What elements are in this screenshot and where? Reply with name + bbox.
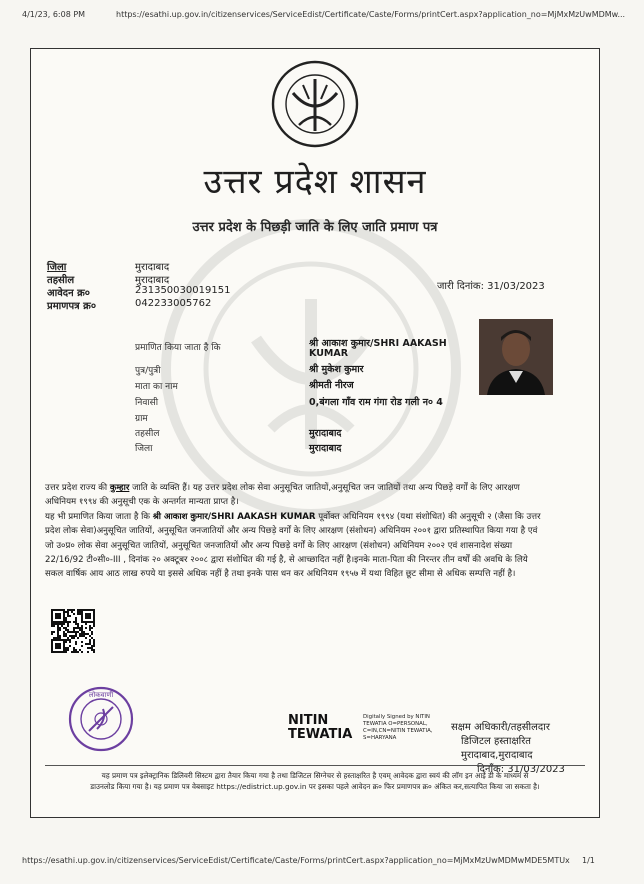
- signer-name-line2: TEWATIA: [288, 727, 353, 742]
- village-label: ग्राम: [135, 414, 148, 424]
- signer-name-line1: NITIN: [288, 713, 329, 728]
- seal-text: लोकवाणी: [88, 691, 114, 699]
- father-label: पुत्र/पुत्री: [135, 366, 161, 376]
- verification-note-line1: यह प्रमाण पत्र इलेक्ट्रानिक डिलिवरी सिस्टम द्वारा तैयार किया गया है तथा डिजिटल सिग्नेचर से हस्ताक्षरित है एवम् आवेदक द्वारा स्वयं की लॉग इन आई डी के माध्यम से: [101, 771, 529, 780]
- body-applicant-name: श्री आकाश कुमार/SHRI AAKASH KUMAR: [152, 511, 316, 522]
- person-district-value: मुरादाबाद: [309, 443, 342, 454]
- up-government-emblem-icon: [263, 59, 367, 149]
- mother-label: माता का नाम: [135, 382, 178, 392]
- district-value: मुरादाबाद: [135, 262, 170, 273]
- residence-value: 0,बंगला गाँव राम गंगा रोड गली न० 4: [309, 397, 443, 408]
- authority-location: मुरादाबाद,मुरादाबाद: [461, 750, 533, 761]
- lokvani-seal-icon: [67, 685, 135, 753]
- government-title: उत्तर प्रदेश शासन: [203, 162, 427, 202]
- digital-signature-note: Digitally Signed by NITIN TEWATIA O=PERSONAL, C=IN,CN=NITIN TEWATIA, S=HARYANA: [363, 714, 433, 741]
- issue-date: जारी दिनांक: 31/03/2023: [437, 281, 545, 292]
- qr-code-icon: [51, 609, 95, 653]
- certificate-title: उत्तर प्रदेश के पिछड़ी जाति के लिए जाति प्रमाण पत्र: [192, 220, 438, 235]
- certificate-number-value: 042233005762: [135, 298, 212, 309]
- body-p2-start: यह भी प्रमाणित किया जाता है कि: [45, 511, 153, 522]
- print-page-number: 1/1: [582, 856, 595, 865]
- print-datetime: 4/1/23, 6:08 PM: [22, 10, 86, 19]
- person-tehsil-value: मुरादाबाद: [309, 428, 342, 439]
- signer-name: [288, 714, 352, 742]
- verification-note-line2: डाउनलोड किया गया है। यह प्रमाण पत्र वेबसाइट https://edistrict.up.gov.in पर इसका पहले आवेदन क्र० फिर प्रमाणपत्र क्र० अंकित कर,सत्यापित किया जा सकता है।: [90, 782, 540, 791]
- person-tehsil-label: तहसील: [135, 429, 160, 439]
- applicant-photo: [479, 319, 553, 395]
- authority-digital-signed: डिजिटल हस्ताक्षरित: [461, 736, 531, 747]
- body-p1-end: जाति के व्यक्ति हैं। यह उत्तर प्रदेश लोक सेवा अनुसूचित जातियों,अनुसूचित जन जातियों तथा अन्य पिछड़े वर्गों के लिए आरक्षण अधिनियम १९९४ की अनुसूची एक के अन्तर्गत मान्यता प्राप्त है।: [45, 483, 520, 508]
- person-district-label: जिला: [135, 444, 153, 454]
- authority-title: सक्षम अधिकारी/तहसीलदार: [451, 722, 550, 733]
- certificate-number-label: प्रमाणपत्र क्र०: [47, 301, 97, 312]
- tehsil-label: तहसील: [47, 275, 75, 286]
- applicant-name-line1: श्री आकाश कुमार/SHRI AAKASH: [309, 338, 447, 349]
- print-url-bottom: https://esathi.up.gov.in/citizenservices/ServiceEdist/Certificate/Caste/Forms/printCert.aspx?application_no=MjMxMzUwMDMwMDE5MTUx: [22, 856, 570, 865]
- application-number-label: आवेदन क्र०: [47, 288, 91, 299]
- certificate-page: [30, 48, 600, 818]
- verification-note: [45, 765, 585, 792]
- tehsil-value: मुरादाबाद: [135, 275, 170, 286]
- district-label: जिला: [47, 262, 67, 273]
- father-value: श्री मुकेश कुमार: [309, 364, 364, 375]
- residence-label: निवासी: [135, 398, 159, 408]
- body-p2-end: पूर्वोक्त अधिनियम १९९४ (यथा संशोधित) की अनुसूची २ (जैसा कि उत्तर प्रदेश लोक सेवा)अनुसूचित जातियों, अनुसूचित जनजातियों और अन्य पिछड़े वर्गों के लिए आरक्षण (संशोधन) अधिनियम २००१ द्वारा प्रतिस्थापित किया गया है एवं जो उ०प्र० लोक सेवा अनुसूचित जातियों, अनुसूचित जनजातियों और अन्य पिछड़े वर्गों के लिए आरक्षण (संशोधन) अधिनियम २००२ एवं शासनादेश संख्या 22/16/92 टी०सी०-III , दिनांक २० अक्टूबर २००८ द्वारा संशोधित की गई है, से आच्छादित नहीं है।इनके माता-पिता की निरन्तर तीन वर्षों की अवधि के लिये सकल वार्षिक आय आठ लाख रुपये या इससे अधिक नहीं है तथा इनके पास धन कर अधिनियम १९५७ में यथा विहित छूट सीमा से अधिक सम्पत्ति नहीं है।: [45, 511, 541, 580]
- certified-label: प्रमाणित किया जाता है कि: [135, 343, 221, 353]
- body-p1-start: उत्तर प्रदेश राज्य की: [45, 483, 110, 493]
- authority-date: दिनाँक: 31/03/2023: [477, 764, 565, 775]
- application-number-value: 231350030019151: [135, 285, 231, 296]
- applicant-name-line2: KUMAR: [309, 348, 349, 359]
- caste-name: कुम्हार: [109, 483, 130, 493]
- print-url-top: https://esathi.up.gov.in/citizenservices/ServiceEdist/Certificate/Caste/Forms/printCert.aspx?application_no=MjMxMzUwMDMw...: [116, 10, 626, 19]
- certificate-body: [45, 481, 545, 582]
- mother-value: श्रीमती नीरज: [309, 380, 354, 391]
